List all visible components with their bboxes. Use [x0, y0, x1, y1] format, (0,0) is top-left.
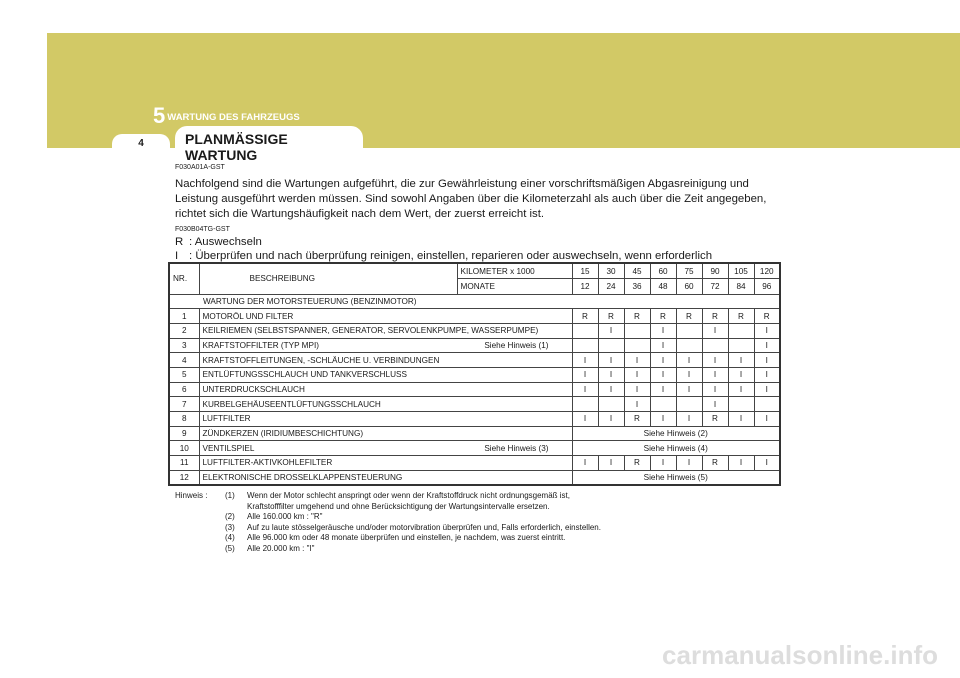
interval-cell: I	[650, 338, 676, 353]
interval-cell	[572, 397, 598, 412]
interval-note: Siehe Hinweis (5)	[572, 470, 780, 485]
month-label: MONATE	[457, 279, 572, 295]
interval-cell	[572, 338, 598, 353]
note-item	[175, 491, 601, 512]
watermark: carmanualsonline.info	[662, 640, 938, 670]
table-row	[169, 470, 780, 485]
interval-cell: I	[676, 353, 702, 368]
page-number: 4	[112, 134, 170, 150]
interval-cell: I	[676, 382, 702, 397]
notes-label	[175, 523, 225, 534]
table-row	[169, 382, 780, 397]
km-value: 15	[572, 263, 598, 279]
table-row	[169, 353, 780, 368]
interval-cell: I	[650, 456, 676, 471]
interval-cell	[624, 323, 650, 338]
interval-cell: I	[702, 382, 728, 397]
note-text: Auf zu laute stösselgeräusche und/oder motorvibration überprüfen und, Falls erforderlich, einstellen.	[247, 522, 601, 532]
section-title: WARTUNG DER MOTORSTEUERUNG (BENZINMOTOR)	[169, 294, 780, 309]
month-value: 72	[702, 279, 728, 295]
month-value: 84	[728, 279, 754, 295]
interval-cell: I	[676, 456, 702, 471]
notes-label	[175, 533, 225, 544]
note-index: (5)	[225, 543, 235, 553]
interval-cell	[702, 338, 728, 353]
description-text: KRAFTSTOFFLEITUNGEN, -SCHLÄUCHE U. VERBINDUNGEN	[202, 355, 440, 365]
interval-cell	[676, 323, 702, 338]
row-description	[199, 367, 572, 382]
interval-cell: I	[624, 367, 650, 382]
notes-label	[175, 544, 225, 555]
interval-cell	[598, 338, 624, 353]
km-label: KILOMETER x 1000	[457, 263, 572, 279]
row-number: 5	[169, 367, 199, 382]
row-number: 4	[169, 353, 199, 368]
table-row	[169, 397, 780, 412]
table-row	[169, 456, 780, 471]
interval-cell: I	[650, 367, 676, 382]
row-description	[199, 382, 572, 397]
row-number: 2	[169, 323, 199, 338]
description-text: LUFTFILTER	[202, 414, 251, 424]
interval-cell: I	[702, 323, 728, 338]
notes-label: Hinweis :	[175, 491, 208, 500]
interval-cell: I	[598, 323, 624, 338]
row-description	[199, 470, 572, 485]
row-number: 6	[169, 382, 199, 397]
interval-cell: I	[572, 412, 598, 427]
note-text: Alle 20.000 km : "I"	[247, 543, 315, 553]
description-text: MOTORÖL UND FILTER	[202, 311, 294, 321]
interval-cell	[728, 338, 754, 353]
interval-cell: I	[598, 412, 624, 427]
chapter-title: WARTUNG DES FAHRZEUGS	[167, 112, 300, 123]
description-text: UNTERDRUCKSCHLAUCH	[202, 384, 305, 394]
maintenance-table	[168, 262, 781, 486]
interval-cell: I	[676, 367, 702, 382]
interval-cell: I	[650, 382, 676, 397]
table-row	[169, 412, 780, 427]
interval-cell: I	[728, 456, 754, 471]
note-index: (3)	[225, 522, 235, 532]
interval-cell: I	[702, 367, 728, 382]
section-title: PLANMÄSSIGE WARTUNG	[175, 126, 363, 150]
interval-cell: I	[572, 456, 598, 471]
section-row	[169, 294, 780, 309]
table-row	[169, 426, 780, 441]
interval-cell: R	[702, 412, 728, 427]
row-description	[199, 456, 572, 471]
table-row	[169, 309, 780, 324]
month-value: 48	[650, 279, 676, 295]
note-text-wrap	[247, 491, 570, 512]
note-text-wrap	[247, 512, 323, 523]
row-number: 11	[169, 456, 199, 471]
description-text: KEILRIEMEN (SELBSTSPANNER, GENERATOR, SERVOLENKPUMPE, WASSERPUMPE)	[202, 326, 539, 336]
interval-cell: I	[598, 382, 624, 397]
interval-cell: I	[650, 353, 676, 368]
legend	[175, 235, 712, 263]
month-value: 36	[624, 279, 650, 295]
row-description	[199, 426, 572, 441]
interval-cell: R	[676, 309, 702, 324]
description-text: KURBELGEHÄUSEENTLÜFTUNGSSCHLAUCH	[202, 399, 381, 409]
interval-cell: I	[702, 353, 728, 368]
interval-cell: I	[572, 367, 598, 382]
interval-cell: I	[754, 353, 780, 368]
legend-key: I	[175, 250, 179, 262]
row-description	[199, 412, 572, 427]
intro-text: Nachfolgend sind die Wartungen aufgeführt, die zur Gewährleistung einer vorschriftsmäßigen Abgasreinigung und Leistung ausgeführt werden müssen. Sind sowohl Angaben über die Kilometerzahl als auch über die Zeit angegeben, richtet sich die Wartungshäufigkeit nach dem Wert, der zuerst erreicht ist.	[175, 178, 767, 220]
row-number: 12	[169, 470, 199, 485]
note-index: (4)	[225, 533, 235, 542]
interval-note: Siehe Hinweis (2)	[572, 426, 780, 441]
month-value: 96	[754, 279, 780, 295]
interval-cell	[754, 397, 780, 412]
interval-cell: I	[624, 382, 650, 397]
month-value: 12	[572, 279, 598, 295]
description-text: ZÜNDKERZEN (IRIDIUMBESCHICHTUNG)	[202, 429, 364, 439]
interval-cell: I	[650, 323, 676, 338]
km-value: 45	[624, 263, 650, 279]
legend-item	[175, 235, 712, 249]
interval-cell: I	[676, 412, 702, 427]
description-text: LUFTFILTER-AKTIVKOHLEFILTER	[202, 458, 333, 468]
notes	[175, 491, 601, 554]
note-text-wrap	[247, 523, 601, 534]
header-row	[169, 263, 780, 279]
interval-cell: I	[754, 382, 780, 397]
legend-code: F030B04TG-GST	[175, 226, 230, 233]
note-text: Alle 160.000 km : "R"	[247, 512, 323, 521]
row-description	[199, 353, 572, 368]
interval-cell: I	[624, 353, 650, 368]
interval-cell: I	[728, 382, 754, 397]
interval-cell: I	[598, 353, 624, 368]
interval-cell: R	[754, 309, 780, 324]
note-item	[175, 544, 601, 555]
note-text: Wenn der Motor schlecht anspringt oder wenn der Kraftstoffdruck nicht ordnungsgemäß ist,	[247, 491, 570, 500]
interval-cell: R	[624, 456, 650, 471]
interval-note: Siehe Hinweis (4)	[572, 441, 780, 456]
interval-cell: I	[650, 412, 676, 427]
row-description	[199, 397, 572, 412]
note-text: Alle 96.000 km oder 48 monate überprüfen und einstellen, je nachdem, was zuerst eintritt.	[247, 533, 566, 542]
note-item	[175, 533, 601, 544]
interval-cell: I	[728, 353, 754, 368]
note-item	[175, 512, 601, 523]
chapter-number: 5	[153, 103, 166, 128]
interval-cell: I	[572, 353, 598, 368]
interval-cell: I	[754, 367, 780, 382]
row-description	[199, 323, 572, 338]
interval-cell	[728, 397, 754, 412]
interval-cell: I	[754, 323, 780, 338]
row-note: Siehe Hinweis (1)	[484, 340, 549, 350]
intro-code: F030A01A-GST	[175, 164, 225, 171]
description-text: KRAFTSTOFFILTER (TYP MPI)	[202, 340, 319, 350]
interval-cell	[728, 323, 754, 338]
km-value: 60	[650, 263, 676, 279]
interval-cell: I	[598, 367, 624, 382]
legend-text: : Auswechseln	[189, 236, 262, 248]
note-index: (1)	[225, 491, 235, 500]
km-value: 90	[702, 263, 728, 279]
interval-cell: R	[624, 412, 650, 427]
interval-cell	[676, 397, 702, 412]
row-description	[199, 309, 572, 324]
km-value: 105	[728, 263, 754, 279]
note-text-cont: Kraftstofffilter umgehend und ohne Berücksichtigung der Wartungsintervalle ersetzen.	[247, 501, 550, 511]
table-row	[169, 441, 780, 456]
interval-cell: I	[702, 397, 728, 412]
interval-cell	[624, 338, 650, 353]
interval-cell: I	[728, 367, 754, 382]
interval-cell: R	[702, 309, 728, 324]
month-value: 60	[676, 279, 702, 295]
interval-cell: I	[624, 397, 650, 412]
chapter-heading	[153, 103, 300, 128]
note-text-wrap	[247, 533, 565, 544]
row-description	[199, 441, 572, 456]
interval-cell	[676, 338, 702, 353]
interval-cell: I	[754, 456, 780, 471]
table-row	[169, 338, 780, 353]
description-text: ENTLÜFTUNGSSCHLAUCH UND TANKVERSCHLUSS	[202, 370, 407, 380]
interval-cell	[572, 323, 598, 338]
interval-cell: R	[728, 309, 754, 324]
interval-cell: R	[702, 456, 728, 471]
note-index: (2)	[225, 512, 235, 521]
interval-cell: I	[754, 338, 780, 353]
table-row	[169, 367, 780, 382]
legend-key: R	[175, 236, 184, 248]
row-description	[199, 338, 572, 353]
note-text-wrap	[247, 544, 315, 555]
interval-cell: I	[598, 456, 624, 471]
description-text: VENTILSPIEL	[202, 443, 255, 453]
interval-cell: R	[572, 309, 598, 324]
interval-cell: R	[650, 309, 676, 324]
interval-cell	[598, 397, 624, 412]
interval-cell: I	[728, 412, 754, 427]
interval-cell: R	[598, 309, 624, 324]
note-item	[175, 523, 601, 534]
row-number: 8	[169, 412, 199, 427]
legend-text: : Überprüfen und nach überprüfung reinigen, einstellen, reparieren oder auswechseln, wenn erforderlich	[189, 250, 713, 262]
month-value: 24	[598, 279, 624, 295]
km-value: 120	[754, 263, 780, 279]
interval-cell: I	[572, 382, 598, 397]
description-text: ELEKTRONISCHE DROSSELKLAPPENSTEUERUNG	[202, 472, 403, 482]
row-number: 9	[169, 426, 199, 441]
row-number: 7	[169, 397, 199, 412]
notes-label	[175, 512, 225, 523]
km-value: 75	[676, 263, 702, 279]
row-note: Siehe Hinweis (3)	[484, 443, 549, 453]
row-number: 3	[169, 338, 199, 353]
desc-header: BESCHREIBUNG	[199, 263, 457, 294]
interval-cell: I	[754, 412, 780, 427]
km-value: 30	[598, 263, 624, 279]
table-row	[169, 323, 780, 338]
row-number: 10	[169, 441, 199, 456]
interval-cell: R	[624, 309, 650, 324]
interval-cell	[650, 397, 676, 412]
row-number: 1	[169, 309, 199, 324]
legend-item	[175, 249, 712, 263]
nr-header: NR.	[169, 263, 199, 294]
